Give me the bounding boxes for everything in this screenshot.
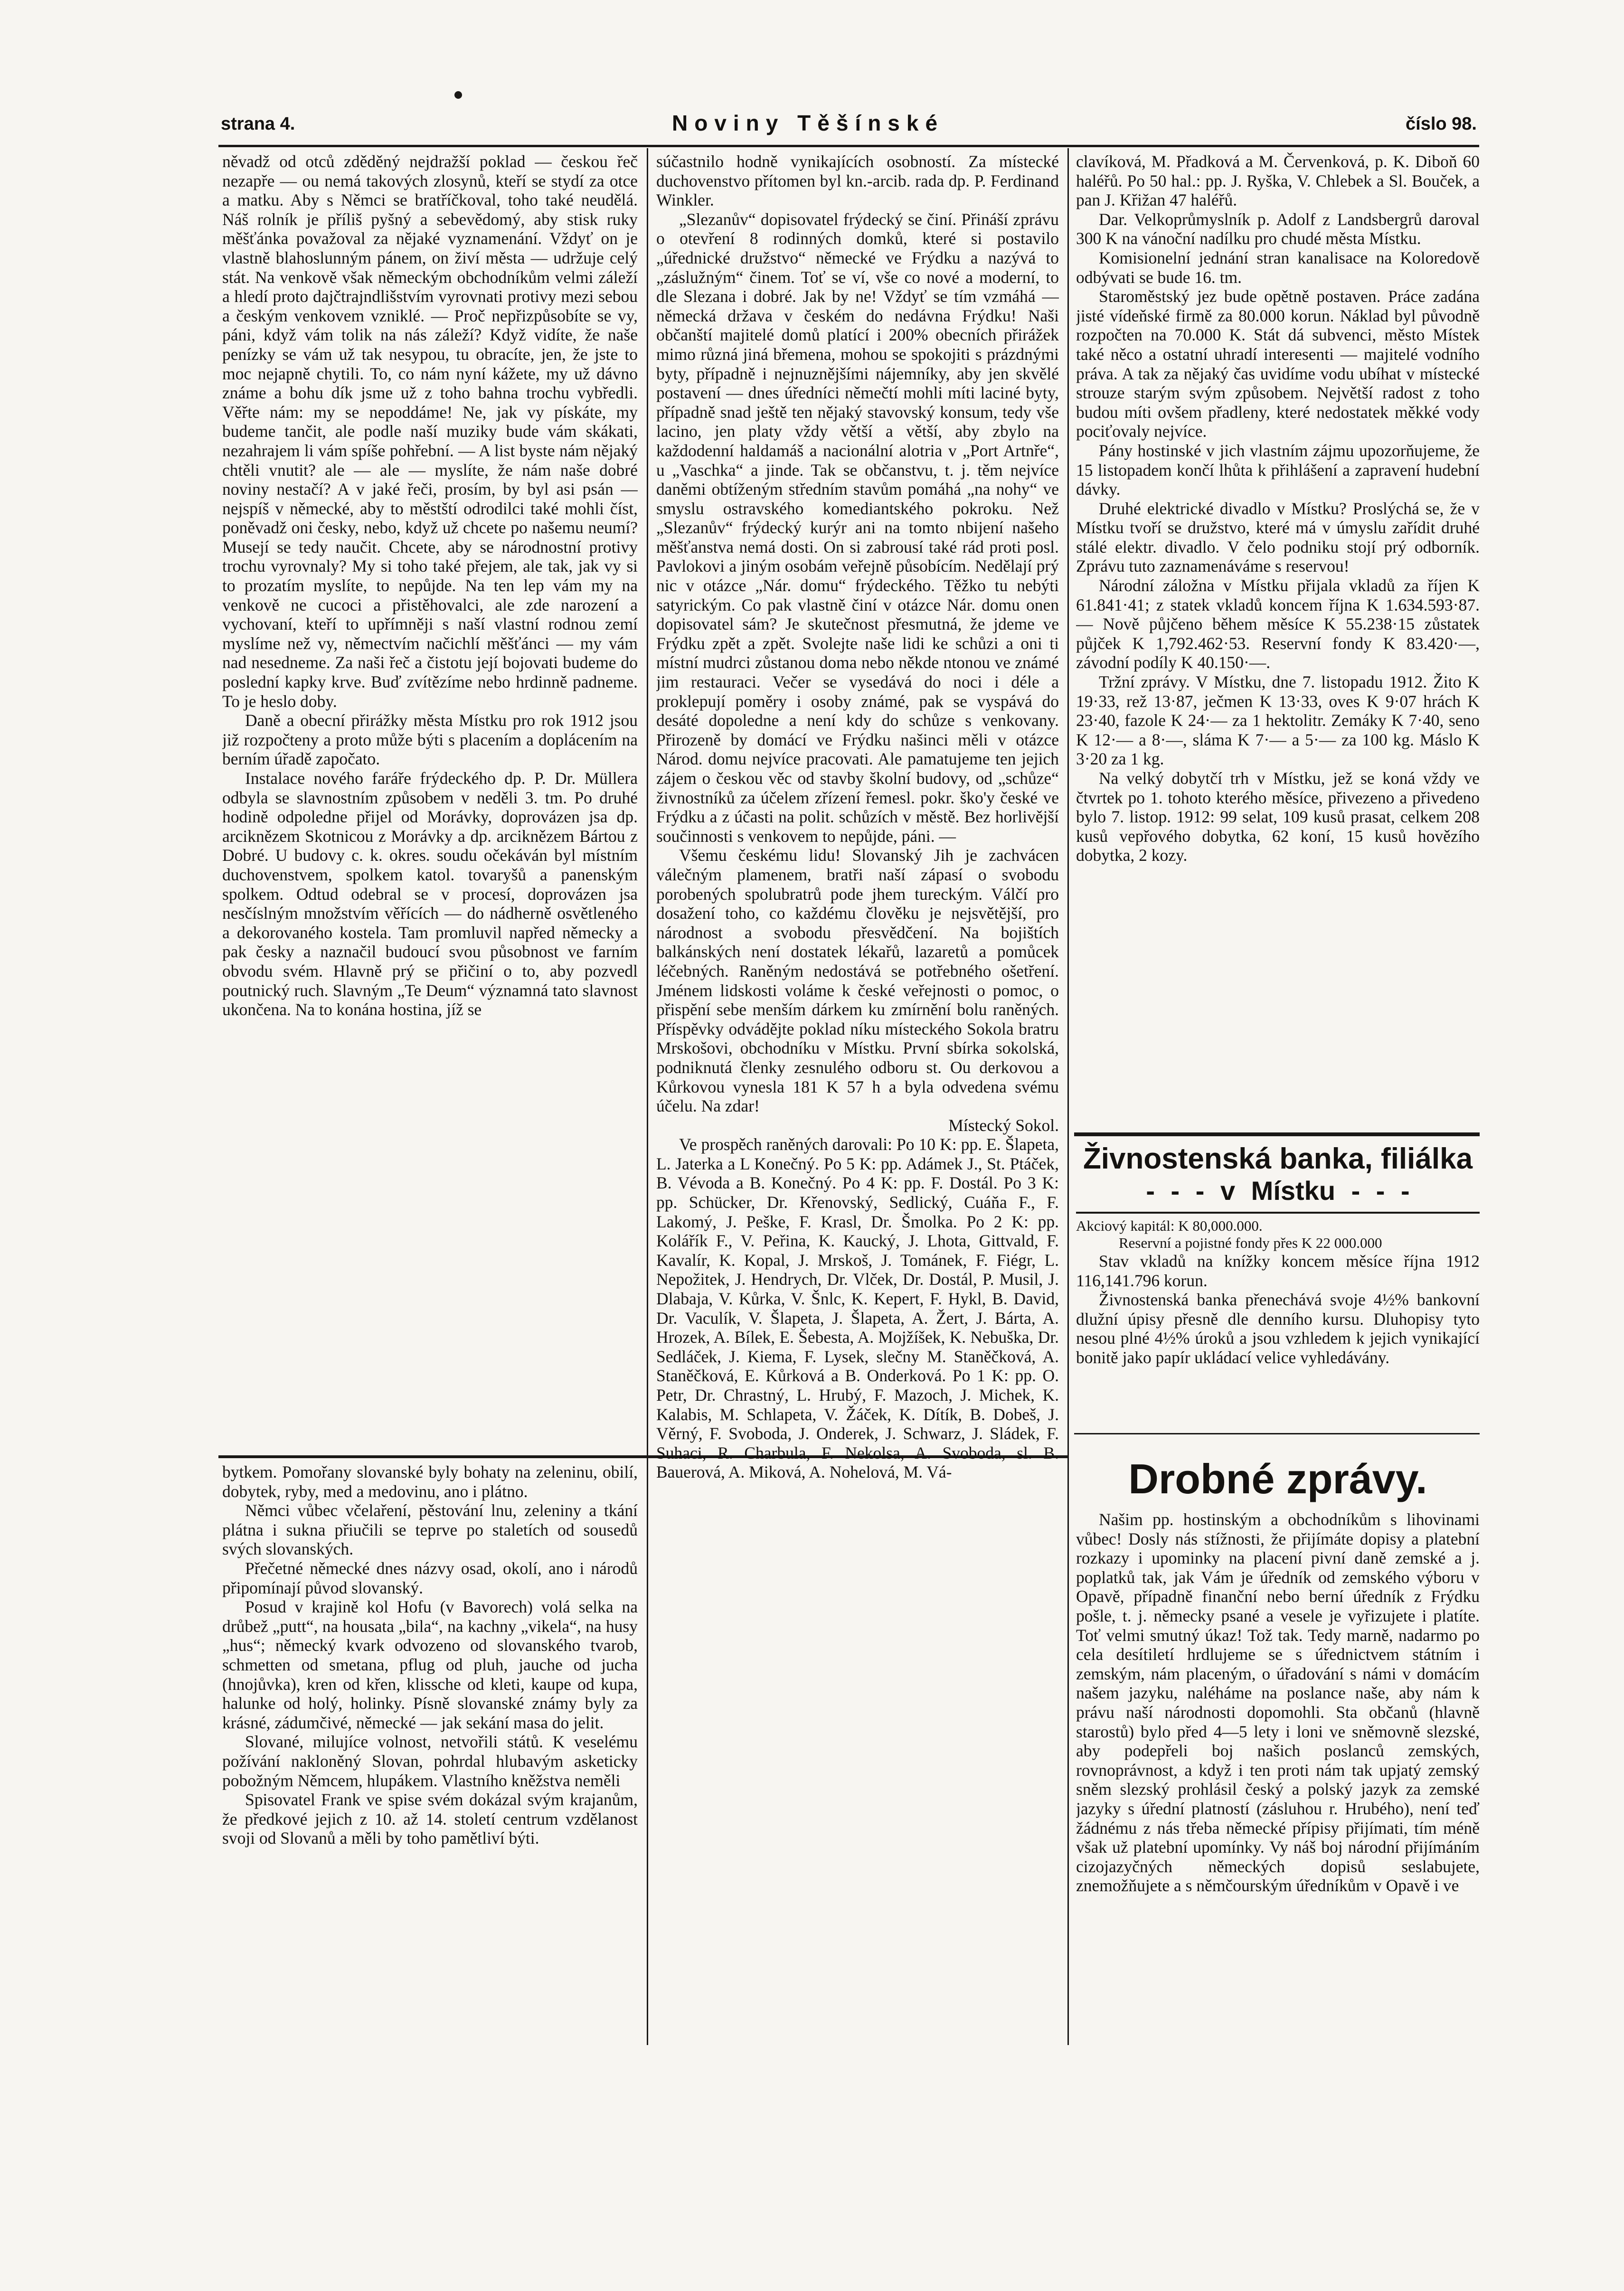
article-text: Posud v krajině kol Hofu (v Bavorech) volá selka na drůbež „putt“, na housata „bila“, na kachny „vikela“, na husy „hus“; německý kvark odvozeno od slovanského tvarob, schmetten od smetana, pflug od pluh, jauche od jucha (hnojůvka), kren od křen, klissche od kleti, kaupe od kupa, halunke od holý, holinky. Písně slovanské známy byly za krásné, zádumčivé, německé — jak sekání masa do jelit. xyxy=(222,1597,638,1732)
bank-text: Živnostenská banka přenechává svoje 4½% bankovní dlužní úpisy přesně dle denního kursu. Dluhopisy tyto nesou plné 4½% úroků a jsou vzhledem k jejich vynikající bonitě jako papír ukládací velice vyhledávány. xyxy=(1076,1290,1480,1367)
article-text: Tržní zprávy. V Místku, dne 7. listopadu 1912. Žito K 19·33, rež 13·87, ječmen K 13·33, oves K 9·07 hrách K 23·40, fazole K 24·— za 1 hektolitr. Zemáky K 7·40, seno K 12·— a 8·—, sláma K 7·— a 5·— za 100 kg. Máslo K 3·20 za 1 kg. xyxy=(1076,672,1480,769)
article-text: Staroměstský jez bude opětně postaven. Práce zadána jisté vídeňské firmě za 80.000 korun. Náklad byl původně rozpočten na 70.000 K. Stát dá subvenci, město Místek také něco a ostatní uhradí interesenti — majitelé vodního práva. A tak za nějaký čas uvidíme vodu ubíhat v místecké strouze starým svým způsobem. Největší radost z toho budou míti ovšem přadleny, které nedostatek měkké vody pociťovaly nejvíce. xyxy=(1076,287,1480,441)
article-text: bytkem. Pomořany slovanské byly bohaty na zeleninu, obilí, dobytek, ryby, med a medovinu, ano i plátno. xyxy=(222,1462,638,1501)
page-header xyxy=(221,110,1477,143)
column-1-top xyxy=(222,152,638,1448)
column-2 xyxy=(656,152,1059,2046)
article-text: Všemu českému lidu! Slovanský Jih je zachvácen válečným plamenem, bratři naší zápasí o svobodu porobených spolubratrů pode jhem tureckým. Válčí pro dosažení toho, co každému člověku je nejsvětější, pro národnost a svobodu přesvědčení. Na bojištích balkánských není dostatek lékařů, lazaretů a pomůcek léčebných. Raněným nedostává se potřebného ošetření. Jménem lidskosti voláme k české veřejnosti o pomoc, o přispění sebe menším dárkem ku zmírnění bolu raněných. Příspěvky odvádějte poklad níku místeckého Sokola bratru Mrskošovi, obchodníku v Místku. První sbírka sokolská, podniknutá členky zesnulého odboru st. Ou derkovou a Kůrkovou vynesla 181 K 57 h a byla odvedena svému účelu. Na zdar! xyxy=(656,846,1059,1116)
column-rule-2 xyxy=(1067,148,1069,2045)
article-text: Pány hostinské v jich vlastním zájmu upozorňujeme, že 15 listopadem končí lhůta k přihlášení a zapravení hudební dávky. xyxy=(1076,441,1480,499)
column-rule-1 xyxy=(647,148,648,2045)
bank-rule-top xyxy=(1074,1132,1480,1136)
bank-title: Živnostenská banka, filiálka xyxy=(1083,1142,1473,1175)
article-text: clavíková, M. Přadková a M. Červenková, p. K. Diboň 60 haléřů. Po 50 hal.: pp. J. Ryška, V. Chlebek a Sl. Bouček, a pan J. Křižan 47 haléřů. xyxy=(1076,152,1480,210)
issue-number: číslo 98. xyxy=(1406,114,1477,134)
article-text: Němci vůbec včelaření, pěstování lnu, zeleniny a tkání plátna i sukna přiučili se teprve po staletích od sousedů svých slovanských. xyxy=(222,1501,638,1559)
article-signature: Místecký Sokol. xyxy=(948,1115,1059,1135)
article-text: Našim pp. hostinským a obchodníkům s lihovinami vůbec! Dosly nás stížnosti, že přijímáte dopisy a platební rozkazy i upominky na placení pivní daně zemské a j. poplatků tak, jak Vám je úředník od zemského výboru v Opavě, případně finanční nebo berní úředník z Frýdku pošle, t. j. německy psané a vesele je vyřizujete i platíte. Toť velmi smutný úkaz! Tož tak. Tedy marně, nadarmo po cela desítiletí hrdlujeme se s úřednictvem státním i zemským, nám placeným, o úřadování s námi v domácím našem jazyku, naléháme na poslance naše, aby nám k právu naší národnosti dopomohli. Sta občanů (hlavně starostů) bylo před 4—5 lety i loni ve sněmovně slezské, aby podepřeli boj našich poslanců zemských, rovnoprávnost, a když i ten proti nám tak upjatý zemský sněm slezský prohlásil český a polský jazyk za zemské jazyky s úřední platností (zásluhou r. Hrubého), není teď žádnému z nás třeba německé přípisy přijímati, tím méně však už platební upomínky. Vy náš boj národní přijímáním cizojazyčných německých dopisů seslabujete, znemožňujete a s němčourským úředníkům v Opavě i ve xyxy=(1076,1510,1480,1895)
bank-subtitle: - - - v Místku - - - xyxy=(1146,1176,1410,1206)
page-number: strana 4. xyxy=(221,114,295,134)
article-text: Přečetné německé dnes názvy osad, okolí, ano i národů připomínají původ slovanský. xyxy=(222,1558,638,1597)
ink-dot xyxy=(454,91,462,99)
short-news-title: Drobné zprávy. xyxy=(1128,1455,1427,1502)
article-text: Instalace nového faráře frýdeckého dp. P. Dr. Müllera odbyla se slavnostním způsobem v neděli 3. tm. Po druhé hodině odpoledne přijel od Morávky, doprovázen jsa dp. arciknězem Skotnicou z Morávky a dp. arciknězem Bártou z Dobré. U budovy c. k. okres. soudu očekáván byl místním duchovenstvem, spolkem katol. tovaryšů a panenským spolkem. Odtud odebral se v procesí, doprovázen jsa nesčíslným množstvím věřících — do nádherně osvětleného a dekorovaného kostela. Tam promluvil napřed německy a pak česky a naznačil budoucí svou působnost ve farním obvodu svém. Hlavně prý se přičiní o to, aby pozvedl poutnický ruch. Slavným „Te Deum“ významná tato slavnost ukončena. Na to konána hostina, jíž se xyxy=(222,769,638,1019)
article-text: Spisovatel Frank ve spise svém dokázal svým krajanům, že předkové jejich z 10. až 14. století centrum vzdělanost svoji od Slovanů a měli by toho pamětliví býti. xyxy=(222,1790,638,1848)
bank-text: Stav vkladů na knížky koncem měsíce října 1912 116,141.796 korun. xyxy=(1076,1252,1480,1290)
bank-capital: Akciový kapitál: K 80,000.000. xyxy=(1076,1217,1263,1234)
article-text: Komisionelní jednání stran kanalisace na Koloredově odbývati se bude 16. tm. xyxy=(1076,248,1480,287)
header-rule xyxy=(218,145,1479,147)
article-text: Národní záložna v Místku přijala vkladů za říjen K 61.841·41; z statek vkladů koncem října K 1.634.593·87. — Nově půjčeno během měsíce K 55.238·15 zůstatek půjček K 1,792.462·53. Reservní fondy K 83.420·—, závodní podíly K 40.150·—. xyxy=(1076,576,1480,672)
article-text: Daně a obecní přirážky města Místku pro rok 1912 jsou již rozpočteny a proto může býti s placením a doplácením na berním úřadě započato. xyxy=(222,711,638,769)
masthead: Noviny Těšínské xyxy=(672,111,944,135)
article-text: Slované, milujíce volnost, netvořili států. K veselému požívání nakloněný Slovan, pohrdal hlubavým asketicky pobožným Němcem, hlupákem. Vlastního kněžstva neměli xyxy=(222,1732,638,1790)
article-text: Ve prospěch raněných darovali: Po 10 K: pp. E. Šlapeta, L. Jaterka a L Konečný. Po 5 K: pp. Adámek J., St. Ptáček, B. Vévoda a B. Konečný. Po 4 K: pp. F. Dostál. Po 3 K: pp. Schücker, Dr. Křenovský, Sedlický, Cuáňa F., F. Lakomý, J. Peške, F. Krasl, Dr. Šmolka. Po 2 K: pp. Kolářík F., V. Peřina, K. Kaucký, J. Lhota, Gittvald, F. Kavalír, K. Kopal, J. Mrskoš, J. Tománek, F. Fiégr, L. Nepožitek, J. Hendrych, Dr. Vlček, Dr. Dostál, P. Musil, J. Dlabaja, V. Kůrka, V. Šnlc, K. Kepert, F. Hykl, B. David, Dr. Vaculík, V. Šlapeta, J. Šlapeta, A. Žert, J. Bárta, A. Hrozek, A. Bílek, E. Šebesta, A. Mojžíšek, K. Nebuška, Dr. Sedláček, J. Kiema, F. Lysek, slečny M. Staněčková, A. Staněčková, E. Kůrková a B. Onderková. Po 1 K: pp. O. Petr, Dr. Chrastný, L. Hrubý, F. Mazoch, J. Michek, K. Kalabis, M. Schlapeta, V. Žáček, K. Dítík, B. Dobeš, J. Věrný, F. Svoboda, J. Onderek, J. Schwarz, J. Sládek, F. Suhaci, R. Charbula, F. Nekolsa, A. Svoboda, sl. B. Bauerová, A. Miková, A. Nohelová, M. Vá- xyxy=(656,1135,1059,1482)
article-text: súčastnilo hodně vynikajících osobností. Za místecké duchovenstvo přítomen byl kn.-arcib. rada dp. P. Ferdinand Winkler. xyxy=(656,152,1059,210)
article-text: něvadž od otců zděděný nejdražší poklad — českou řeč nezapře — ou nemá takových zlosynů, kteří se stydí za otce a matku. Aby s Němci se bratříčkoval, toho také neudělá. Náš rolník je příliš pyšný a sebevědomý, aby stisk ruky měšťánka považoval za nějaké vyznamenání. Vždyť on je vlastně blahoslunným pánem, on živí města — udržuje celý stát. Na venkově však německým obchodníkům velmi záleží a hledí proto dajčtrajndlišstvím vyrovnati protivy mezi sebou a českým venkovem vzniklé. — Proč nepřizpůsobíte se vy, páni, když vám tolik na nás záleží? Když vidíte, že naše penízky se vám už tak nesypou, tu obracíte, jen, že jste to moc nejapně chytili. To, co nám nyní kážete, my už dávno známe a bohu dík jsme už z toho bahna trochu vybředli. Věřte nám: my se nepoddáme! Ne, jak vy pískáte, my budeme tančit, ale podle naší muziky bude vám skákati, nezahrajem li vám spíše pohřební. — A list byste nám nějaký chtěli vnutit? ale — ale — myslíte, že nám naše dobré noviny nestačí? A v jaké řeči, prosím, by byl asi psán — nejspíš v německé, aby to městští odrodilci také mohli číst, poněvadž oni česky, nebo, když už chcete po našemu neumí? Musejí se tedy naučit. Chcete, aby se národnostní protivy trochu vyrovnaly? My si toho také přejem, ale tak, jak vy si to prozatím myslíte, to nepůjde. Na ten lep vám my na venkově ne cucoci a přistěhovalci, ale zde narození a vychovaní, kteří to upřímněji s naší vlastní rodnou zemí myslíme než vy, němectvím načichlí měšťánci — my vám nad nesedneme. Za naši řeč a čistotu její bojovati budeme do poslední kapky krve. Buď zvítězíme nebo hrdinně padneme. To je heslo doby. xyxy=(222,152,638,711)
article-text: Na velký dobytčí trh v Místku, jež se koná vždy ve čtvrtek po 1. tohoto kterého měsíce, přivezeno a přivedeno bylo 7. listop. 1912: 99 selat, 109 kusů prasat, celkem 208 kusů vepřového dobytka, 62 koní, 15 kusů hovězího dobytka, 2 kozy. xyxy=(1076,769,1480,865)
column-3 xyxy=(1076,152,1480,1125)
article-text: Druhé elektrické divadlo v Místku? Proslýchá se, že v Místku tvoří se družstvo, které má v úmyslu zařídit druhé stálé elektr. divadlo. V čelo podniku stojí prý odborník. Zprávu tuto zaznamenáváme s reservou! xyxy=(1076,499,1480,576)
bank-advert xyxy=(1076,1139,1480,1447)
short-news xyxy=(1076,1434,1480,2046)
article-text: „Slezanův“ dopisovatel frýdecký se činí. Přináší zprávu o otevření 8 rodinných domků, které si postavilo „úřednické družstvo“ německé ve Frýdku a nazývá to „záslužným“ činem. Toť se ví, vše co nové a moderní, to dle Slezana i dobré. Jak by ne! Vždyť se tím vzmáhá — německá država v českém do nedávna Frýdku! Naši občanští majitelé domů platící i 200% obecních přirážek mimo různá jiná břemena, mohou se spokojiti s prázdnými byty, případně i nejnuznějšími nájemníky, aby jen skvělé postavení — dnes úředníci němečtí mohli míti laciné byty, případně snad ještě ten nějaký stavovský konsum, tedy vše lacino, jen platy vždy větší a větší, aby zbylo na každodenní haldamáš a nacionální alotria v „Port Artnře“, u „Vaschka“ a jinde. Tak se občanstvu, t. j. těm nejvíce daněmi obtíženým středním stavům pomáhá „na nohy“ ve smyslu ostravského komediantského pokroku. Než „Slezanův“ frýdecký kurýr ani na tomto nbijení našeho měšťanstva nemá dosti. On si zabrousí také rád proti posl. Pavlokovi a jiným osobám veřejně působícím. Nedělají prý nic v otázce „Nár. domu“ frýdeckého. Těžko tu nebýti satyrickým. Co pak vlastně činí v otázce Nár. domu onen dopisovatel sám? Je skutečnost přesmutná, že jdeme ve Frýdku zpět a zpět. Svolejte naše lidi ke schůzi a oni ti místní mudrci zůstanou doma nebo někde ntonou ve známé jim restauraci. Večer se vysedává do noci i déle a proklepují poměry i osoby známé, pak se vyspává do desáté dopoledne a není kdy do schůze s venkovany. Přirozeně by domácí ve Frýdku našinci měli v otázce Národ. domu nejvíce pracovati. Ale pamatujeme ten jejich zájem o českou věc od stavby školní budovy, od „schůze“ živnostníků za účelem zřízení řemesl. pokr. ško'y české ve Frýdku a z účasti na polit. schůzích v městě. Bez horlivější součinnosti s venkovem to nepůjde, páni. — xyxy=(656,209,1059,846)
bank-reserve: Reservní a pojistné fondy přes K 22 000.000 xyxy=(1119,1235,1382,1251)
article-text: Dar. Velkoprůmyslník p. Adolf z Landsbergrů daroval 300 K na vánoční nadílku pro chudé města Místku. xyxy=(1076,209,1480,248)
column-1-bottom xyxy=(222,1462,638,2046)
